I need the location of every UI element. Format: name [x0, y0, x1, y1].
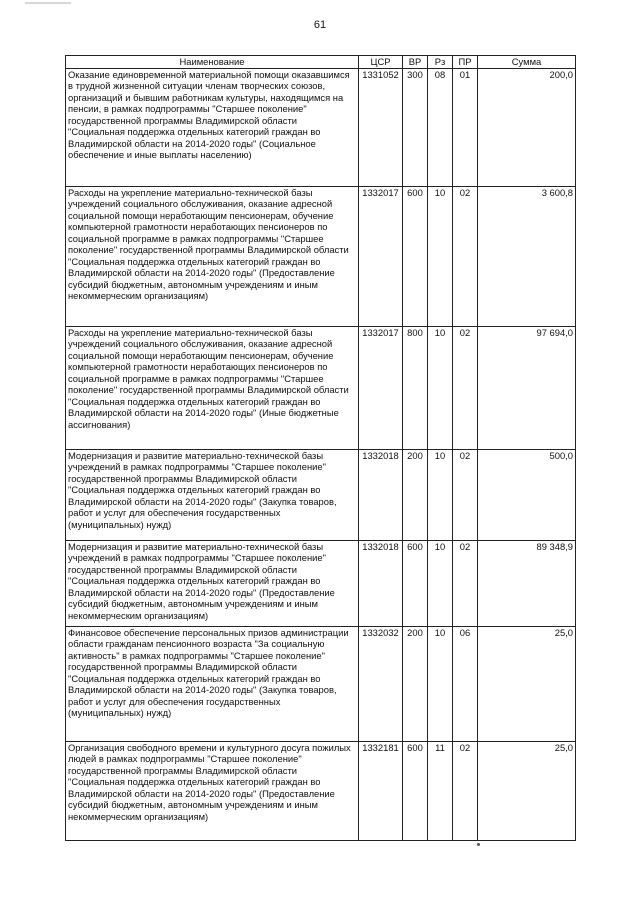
cell-name: Финансовое обеспечение персональных призов администрации области гражданам пенсионного возраста "За социальную активность" в рамках подпрограммы "Старшее поколение" государственной программы Владимирской области "Социальная поддержка отдельных категорий граждан во Владимирской области на 2014-2020 годы" (Закупка товаров, работ и услуг для обеспечения государственных (муниципальных) нужд): [66, 626, 359, 741]
cell-pr: 01: [453, 68, 478, 186]
cell-csr: 1332018: [359, 540, 403, 626]
cell-sum: 25,0: [478, 626, 576, 741]
cell-rz: 08: [428, 68, 453, 186]
cell-csr: 1332017: [359, 326, 403, 449]
cell-sum: 3 600,8: [478, 186, 576, 326]
scan-artifact-mark: [25, 2, 71, 4]
table-row: [66, 626, 576, 741]
budget-table: [65, 55, 576, 841]
cell-csr: 1332032: [359, 626, 403, 741]
cell-vr: 200: [403, 449, 428, 540]
table-row: [66, 540, 576, 626]
cell-csr: 1331052: [359, 68, 403, 186]
column-header-name: Наименование: [66, 56, 359, 69]
cell-name: Модернизация и развитие материально-технической базы учреждений в рамках подпрограммы "Старшее поколение" государственной программы Владимирской области "Социальная поддержка отдельных категорий граждан во Владимирской области на 2014-2020 годы" (Предоставление субсидий бюджетным, автономным учреждениям и иным некоммерческим организациям): [66, 540, 359, 626]
cell-pr: 02: [453, 741, 478, 840]
cell-sum: 500,0: [478, 449, 576, 540]
page-number: 61: [313, 19, 327, 31]
cell-rz: 10: [428, 540, 453, 626]
cell-vr: 200: [403, 626, 428, 741]
cell-vr: 600: [403, 186, 428, 326]
cell-rz: 10: [428, 449, 453, 540]
table-row: [66, 186, 576, 326]
cell-vr: 600: [403, 741, 428, 840]
cell-vr: 800: [403, 326, 428, 449]
table-header-row: [66, 56, 576, 69]
column-header-sum: Сумма: [478, 56, 576, 69]
table-row: [66, 68, 576, 186]
cell-vr: 600: [403, 540, 428, 626]
table-row: [66, 741, 576, 840]
cell-pr: 02: [453, 540, 478, 626]
cell-rz: 10: [428, 626, 453, 741]
cell-csr: 1332181: [359, 741, 403, 840]
column-header-csr: ЦСР: [359, 56, 403, 69]
cell-csr: 1332018: [359, 449, 403, 540]
cell-name: Оказание единовременной материальной помощи оказавшимся в трудной жизненной ситуации членам творческих союзов, организаций и бывшим работникам культуры, находящимся на пенсии, в рамках подпрограммы "Старшее поколение" государственной программы Владимирской области "Социальная поддержка отдельных категорий граждан во Владимирской области на 2014-2020 годы" (Социальное обеспечение и иные выплаты населению): [66, 68, 359, 186]
cell-pr: 02: [453, 449, 478, 540]
cell-sum: 89 348,9: [478, 540, 576, 626]
cell-vr: 300: [403, 68, 428, 186]
cell-sum: 97 694,0: [478, 326, 576, 449]
cell-name: Модернизация и развитие материально-технической базы учреждений в рамках подпрограммы "Старшее поколение" государственной программы Владимирской области "Социальная поддержка отдельных категорий граждан во Владимирской области на 2014-2020 годы" (Закупка товаров, работ и услуг для обеспечения государственных (муниципальных) нужд): [66, 449, 359, 540]
cell-rz: 10: [428, 186, 453, 326]
cell-rz: 11: [428, 741, 453, 840]
table-row: [66, 449, 576, 540]
cell-pr: 02: [453, 186, 478, 326]
column-header-pr: ПР: [453, 56, 478, 69]
cell-sum: 200,0: [478, 68, 576, 186]
stray-dot-mark: [477, 843, 480, 846]
cell-pr: 02: [453, 326, 478, 449]
table-row: [66, 326, 576, 449]
column-header-rz: Рз: [428, 56, 453, 69]
cell-name: Организация свободного времени и культурного досуга пожилых людей в рамках подпрограммы "Старшее поколение" государственной программы Владимирской области "Социальная поддержка отдельных категорий граждан во Владимирской области на 2014-2020 годы" (Предоставление субсидий бюджетным, автономным учреждениям и иным некоммерческим организациям): [66, 741, 359, 840]
cell-sum: 25,0: [478, 741, 576, 840]
column-header-vr: ВР: [403, 56, 428, 69]
cell-rz: 10: [428, 326, 453, 449]
cell-pr: 06: [453, 626, 478, 741]
cell-name: Расходы на укрепление материально-технической базы учреждений социального обслуживания, оказание адресной социальной помощи неработающим пенсионерам, обучение компьютерной грамотности неработающих пенсионеров по социальной программе в рамках подпрограммы "Старшее поколение" государственной программы Владимирской области "Социальная поддержка отдельных категорий граждан во Владимирской области на 2014-2020 годы" (Иные бюджетные ассигнования): [66, 326, 359, 449]
cell-name: Расходы на укрепление материально-технической базы учреждений социального обслуживания, оказание адресной социальной помощи неработающим пенсионерам, обучение компьютерной грамотности неработающих пенсионеров по социальной программе в рамках подпрограммы "Старшее поколение" государственной программы Владимирской области "Социальная поддержка отдельных категорий граждан во Владимирской области на 2014-2020 годы" (Предоставление субсидий бюджетным, автономным учреждениям и иным некоммерческим организациям): [66, 186, 359, 326]
cell-csr: 1332017: [359, 186, 403, 326]
